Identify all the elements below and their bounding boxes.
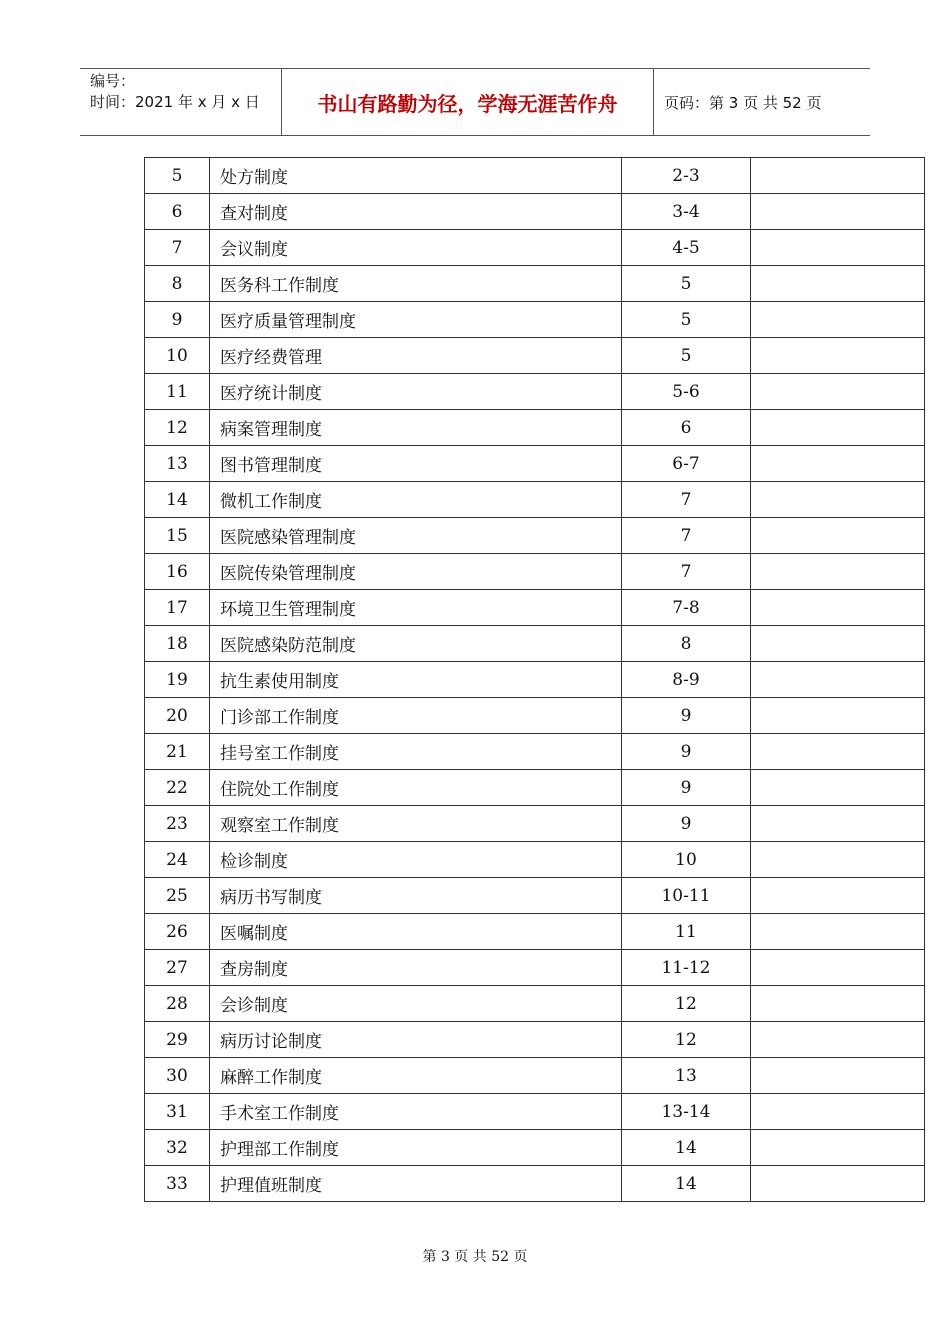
toc-page: 14	[622, 1166, 751, 1202]
toc-note	[751, 626, 925, 662]
toc-note	[751, 734, 925, 770]
table-row	[145, 194, 925, 230]
toc-number: 32	[145, 1130, 210, 1166]
toc-title: 病历讨论制度	[210, 1022, 622, 1058]
toc-number: 7	[145, 230, 210, 266]
toc-number: 19	[145, 662, 210, 698]
toc-title: 麻醉工作制度	[210, 1058, 622, 1094]
toc-number: 23	[145, 806, 210, 842]
toc-page: 10	[622, 842, 751, 878]
toc-note	[751, 842, 925, 878]
toc-page: 5	[622, 338, 751, 374]
header-meta	[80, 69, 282, 135]
toc-page: 9	[622, 806, 751, 842]
toc-title: 医务科工作制度	[210, 266, 622, 302]
toc-title: 抗生素使用制度	[210, 662, 622, 698]
table-row	[145, 950, 925, 986]
toc-note	[751, 338, 925, 374]
toc-page: 7-8	[622, 590, 751, 626]
toc-note	[751, 518, 925, 554]
table-row	[145, 878, 925, 914]
table-row	[145, 410, 925, 446]
toc-title: 医疗统计制度	[210, 374, 622, 410]
table-row	[145, 1094, 925, 1130]
toc-note	[751, 1058, 925, 1094]
toc-page: 6	[622, 410, 751, 446]
toc-note	[751, 1130, 925, 1166]
toc-page: 9	[622, 734, 751, 770]
table-row	[145, 338, 925, 374]
toc-number: 29	[145, 1022, 210, 1058]
toc-number: 26	[145, 914, 210, 950]
toc-title: 医院感染防范制度	[210, 626, 622, 662]
toc-title: 图书管理制度	[210, 446, 622, 482]
toc-note	[751, 266, 925, 302]
toc-note	[751, 950, 925, 986]
page-header	[80, 68, 870, 136]
toc-title: 医疗质量管理制度	[210, 302, 622, 338]
header-motto: 书山有路勤为径，学海无涯苦作舟	[282, 69, 654, 135]
toc-page: 8-9	[622, 662, 751, 698]
toc-number: 33	[145, 1166, 210, 1202]
toc-note	[751, 482, 925, 518]
toc-number: 27	[145, 950, 210, 986]
toc-number: 31	[145, 1094, 210, 1130]
toc-title: 手术室工作制度	[210, 1094, 622, 1130]
toc-number: 14	[145, 482, 210, 518]
toc-note	[751, 1022, 925, 1058]
toc-page: 7	[622, 482, 751, 518]
toc-body	[145, 158, 925, 1202]
table-row	[145, 770, 925, 806]
toc-title: 挂号室工作制度	[210, 734, 622, 770]
toc-page: 10-11	[622, 878, 751, 914]
toc-number: 20	[145, 698, 210, 734]
table-row	[145, 266, 925, 302]
table-row	[145, 1166, 925, 1202]
toc-title: 医院感染管理制度	[210, 518, 622, 554]
table-row	[145, 302, 925, 338]
table-row	[145, 1130, 925, 1166]
toc-page: 3-4	[622, 194, 751, 230]
toc-page: 7	[622, 518, 751, 554]
toc-number: 21	[145, 734, 210, 770]
toc-number: 16	[145, 554, 210, 590]
toc-number: 25	[145, 878, 210, 914]
toc-number: 22	[145, 770, 210, 806]
toc-page: 2-3	[622, 158, 751, 194]
toc-number: 30	[145, 1058, 210, 1094]
table-row	[145, 698, 925, 734]
table-row	[145, 986, 925, 1022]
toc-note	[751, 914, 925, 950]
toc-title: 环境卫生管理制度	[210, 590, 622, 626]
table-row	[145, 842, 925, 878]
table-row	[145, 482, 925, 518]
table-row	[145, 158, 925, 194]
toc-number: 11	[145, 374, 210, 410]
toc-title: 检诊制度	[210, 842, 622, 878]
toc-title: 医疗经费管理	[210, 338, 622, 374]
toc-number: 10	[145, 338, 210, 374]
table-row	[145, 734, 925, 770]
toc-note	[751, 590, 925, 626]
toc-number: 18	[145, 626, 210, 662]
toc-note	[751, 986, 925, 1022]
table-row	[145, 914, 925, 950]
number-label: 编号：	[90, 72, 136, 90]
toc-note	[751, 158, 925, 194]
toc-title: 查房制度	[210, 950, 622, 986]
table-row	[145, 230, 925, 266]
toc-title: 病案管理制度	[210, 410, 622, 446]
toc-title: 病历书写制度	[210, 878, 622, 914]
toc-page: 9	[622, 698, 751, 734]
toc-number: 24	[145, 842, 210, 878]
table-row	[145, 1022, 925, 1058]
toc-title: 观察室工作制度	[210, 806, 622, 842]
toc-number: 5	[145, 158, 210, 194]
toc-page: 13-14	[622, 1094, 751, 1130]
toc-number: 6	[145, 194, 210, 230]
toc-title: 门诊部工作制度	[210, 698, 622, 734]
toc-page: 14	[622, 1130, 751, 1166]
toc-note	[751, 410, 925, 446]
toc-number: 15	[145, 518, 210, 554]
toc-number: 9	[145, 302, 210, 338]
toc-page: 11	[622, 914, 751, 950]
toc-number: 13	[145, 446, 210, 482]
toc-page: 7	[622, 554, 751, 590]
toc-title: 护理值班制度	[210, 1166, 622, 1202]
table-row	[145, 518, 925, 554]
toc-page: 6-7	[622, 446, 751, 482]
table-row	[145, 662, 925, 698]
toc-title: 会诊制度	[210, 986, 622, 1022]
toc-page: 9	[622, 770, 751, 806]
toc-note	[751, 194, 925, 230]
toc-note	[751, 1094, 925, 1130]
toc-page: 5	[622, 266, 751, 302]
table-row	[145, 1058, 925, 1094]
toc-note	[751, 770, 925, 806]
toc-note	[751, 302, 925, 338]
toc-page: 12	[622, 986, 751, 1022]
toc-page: 13	[622, 1058, 751, 1094]
toc-number: 12	[145, 410, 210, 446]
toc-title: 医院传染管理制度	[210, 554, 622, 590]
toc-page: 8	[622, 626, 751, 662]
toc-title: 微机工作制度	[210, 482, 622, 518]
toc-note	[751, 698, 925, 734]
toc-page: 11-12	[622, 950, 751, 986]
table-row	[145, 590, 925, 626]
toc-note	[751, 554, 925, 590]
toc-number: 8	[145, 266, 210, 302]
table-row	[145, 806, 925, 842]
table-row	[145, 554, 925, 590]
toc-title: 护理部工作制度	[210, 1130, 622, 1166]
toc-number: 28	[145, 986, 210, 1022]
header-page-info: 页码：第 3 页 共 52 页	[664, 93, 822, 112]
toc-number: 17	[145, 590, 210, 626]
toc-page: 12	[622, 1022, 751, 1058]
toc-note	[751, 446, 925, 482]
toc-page: 4-5	[622, 230, 751, 266]
table-row	[145, 626, 925, 662]
date-label: 时间：2021 年 x 月 x 日	[90, 93, 260, 111]
table-row	[145, 446, 925, 482]
toc-note	[751, 1166, 925, 1202]
toc-title: 医嘱制度	[210, 914, 622, 950]
toc-title: 会议制度	[210, 230, 622, 266]
toc-note	[751, 374, 925, 410]
toc-page: 5-6	[622, 374, 751, 410]
toc-page: 5	[622, 302, 751, 338]
toc-note	[751, 878, 925, 914]
toc-title: 查对制度	[210, 194, 622, 230]
toc-title: 住院处工作制度	[210, 770, 622, 806]
page-footer: 第 3 页 共 52 页	[422, 1249, 528, 1265]
toc-note	[751, 806, 925, 842]
toc-table	[144, 157, 925, 1202]
toc-note	[751, 230, 925, 266]
table-row	[145, 374, 925, 410]
toc-note	[751, 662, 925, 698]
toc-title: 处方制度	[210, 158, 622, 194]
